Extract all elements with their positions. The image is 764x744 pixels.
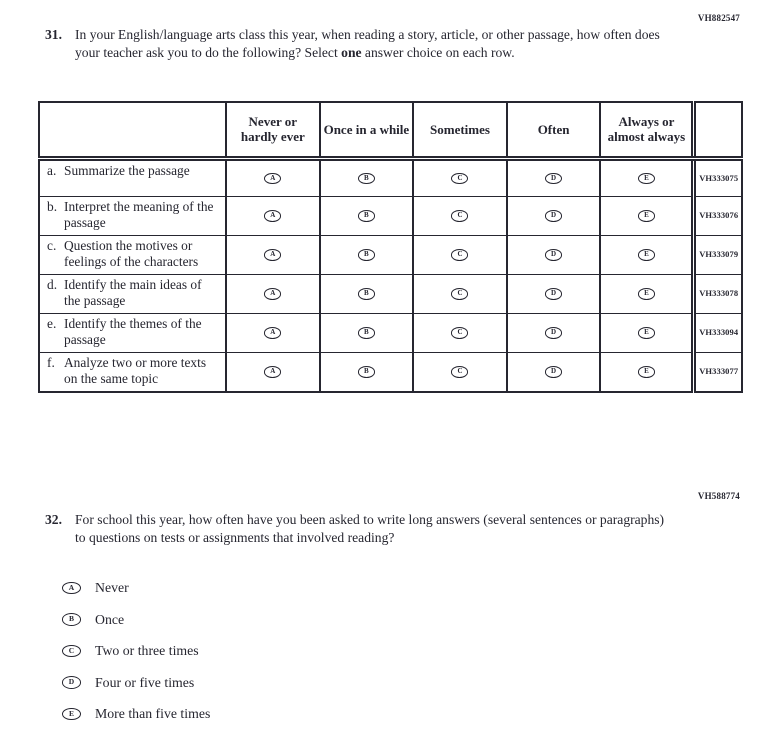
table-row xyxy=(39,158,742,196)
table-row xyxy=(39,352,742,392)
row-item-text: Summarize the passage xyxy=(64,162,190,178)
answer-bubble-a[interactable]: A xyxy=(264,288,281,300)
answer-bubble-b[interactable]: B xyxy=(358,173,375,185)
question-32-options xyxy=(62,578,210,736)
answer-cell xyxy=(507,352,601,392)
row-item-label xyxy=(39,352,226,392)
header-code-column xyxy=(694,102,742,158)
answer-cell xyxy=(507,313,601,352)
option-label: More than five times xyxy=(95,706,211,721)
answer-cell xyxy=(507,196,601,235)
column-header: Once in a while xyxy=(320,102,414,158)
option-label: Four or five times xyxy=(95,674,195,690)
answer-bubble-c[interactable]: C xyxy=(451,366,468,378)
row-accession-code: VH333079 xyxy=(694,235,742,274)
answer-cell xyxy=(226,235,320,274)
question-31-matrix xyxy=(38,101,743,393)
answer-cell xyxy=(413,352,507,392)
answer-cell xyxy=(600,196,694,235)
row-item-prefix: c. xyxy=(47,237,57,253)
answer-bubble-b[interactable]: B xyxy=(358,288,375,300)
option-item xyxy=(62,641,210,661)
bold-word: one xyxy=(341,44,362,60)
column-header: Always or almost always xyxy=(600,102,694,158)
row-item-text: Interpret the meaning of the passage xyxy=(64,198,214,230)
table-row xyxy=(39,313,742,352)
answer-cell xyxy=(600,352,694,392)
question-31-number: 31. xyxy=(45,27,62,42)
answer-cell xyxy=(320,274,414,313)
question-32-accession-code: VH588774 xyxy=(697,491,740,501)
option-item xyxy=(62,610,210,630)
answer-cell xyxy=(413,274,507,313)
question-32-number: 32. xyxy=(45,512,62,527)
row-accession-code: VH333076 xyxy=(694,196,742,235)
answer-bubble-e[interactable]: E xyxy=(638,249,655,261)
row-accession-code: VH333077 xyxy=(694,352,742,392)
row-item-text: Identify the themes of the passage xyxy=(64,315,202,347)
row-item-prefix: d. xyxy=(47,276,58,292)
row-item-prefix: e. xyxy=(47,315,57,331)
answer-bubble-d[interactable]: D xyxy=(545,366,562,378)
answer-cell xyxy=(226,196,320,235)
frequency-matrix-table xyxy=(38,101,743,393)
matrix-header-row xyxy=(39,102,742,158)
row-item-text: Identify the main ideas of the passage xyxy=(64,276,202,308)
answer-bubble-a[interactable]: A xyxy=(62,582,81,595)
answer-cell xyxy=(413,196,507,235)
answer-bubble-c[interactable]: C xyxy=(451,288,468,300)
answer-cell xyxy=(413,235,507,274)
answer-bubble-a[interactable]: A xyxy=(264,173,281,185)
answer-bubble-a[interactable]: A xyxy=(264,210,281,222)
answer-bubble-d[interactable]: D xyxy=(545,288,562,300)
answer-bubble-d[interactable]: D xyxy=(62,676,81,689)
answer-cell xyxy=(600,158,694,196)
answer-cell xyxy=(320,196,414,235)
answer-bubble-d[interactable]: D xyxy=(545,327,562,339)
answer-bubble-a[interactable]: A xyxy=(264,327,281,339)
answer-bubble-e[interactable]: E xyxy=(62,708,81,721)
answer-bubble-d[interactable]: D xyxy=(545,249,562,261)
answer-cell xyxy=(226,274,320,313)
answer-cell xyxy=(226,313,320,352)
answer-cell xyxy=(600,274,694,313)
option-label: Two or three times xyxy=(95,643,199,658)
answer-cell xyxy=(600,313,694,352)
question-32 xyxy=(45,511,667,546)
table-row xyxy=(39,196,742,235)
row-item-label xyxy=(39,274,226,313)
answer-cell xyxy=(413,158,507,196)
row-item-prefix: f. xyxy=(47,354,55,370)
column-header: Often xyxy=(507,102,601,158)
answer-cell xyxy=(507,235,601,274)
row-item-text: Question the motives or feelings of the characters xyxy=(64,237,199,269)
header-item-column xyxy=(39,102,226,158)
answer-cell xyxy=(226,352,320,392)
answer-bubble-b[interactable]: B xyxy=(358,327,375,339)
answer-bubble-e[interactable]: E xyxy=(638,327,655,339)
question-32-text: For school this year, how often have you been asked to write long answers (several sentences or paragraphs) to questions on tests or assignments that involved reading? xyxy=(75,512,665,545)
answer-cell xyxy=(320,313,414,352)
question-31-text: In your English/language arts class this year, when reading a story, article, or other passage, how often does your teacher ask you to do the following? Select one answer choice on each row. xyxy=(75,27,660,60)
row-item-prefix: a. xyxy=(47,162,57,178)
answer-bubble-d[interactable]: D xyxy=(545,210,562,222)
answer-bubble-e[interactable]: E xyxy=(638,366,655,378)
answer-bubble-c[interactable]: C xyxy=(451,249,468,261)
answer-bubble-e[interactable]: E xyxy=(638,210,655,222)
row-item-label xyxy=(39,196,226,235)
answer-bubble-c[interactable]: C xyxy=(451,210,468,222)
table-row xyxy=(39,235,742,274)
matrix-body xyxy=(39,158,742,392)
answer-bubble-e[interactable]: E xyxy=(638,288,655,300)
question-31 xyxy=(45,26,667,61)
answer-bubble-a[interactable]: A xyxy=(264,366,281,378)
answer-cell xyxy=(226,158,320,196)
answer-bubble-d[interactable]: D xyxy=(545,173,562,185)
table-row xyxy=(39,274,742,313)
option-label: Once xyxy=(95,611,125,627)
answer-cell xyxy=(320,352,414,392)
option-item xyxy=(62,704,210,724)
answer-bubble-c[interactable]: C xyxy=(62,645,81,658)
answer-bubble-b[interactable]: B xyxy=(358,249,375,261)
answer-cell xyxy=(600,235,694,274)
row-item-prefix: b. xyxy=(47,198,58,214)
row-item-label xyxy=(39,235,226,274)
option-label: Never xyxy=(95,580,129,595)
answer-cell xyxy=(507,274,601,313)
answer-bubble-b[interactable]: B xyxy=(358,366,375,378)
option-item xyxy=(62,673,210,693)
answer-bubble-c[interactable]: C xyxy=(451,173,468,185)
column-header: Sometimes xyxy=(413,102,507,158)
row-item-label xyxy=(39,158,226,196)
answer-cell xyxy=(320,158,414,196)
row-item-text: Analyze two or more texts on the same topic xyxy=(64,354,207,386)
row-accession-code: VH333075 xyxy=(694,158,742,196)
answer-bubble-e[interactable]: E xyxy=(638,173,655,185)
column-header: Never or hardly ever xyxy=(226,102,320,158)
answer-bubble-b[interactable]: B xyxy=(358,210,375,222)
answer-cell xyxy=(413,313,507,352)
answer-bubble-c[interactable]: C xyxy=(451,327,468,339)
row-item-label xyxy=(39,313,226,352)
option-item xyxy=(62,578,210,598)
answer-bubble-a[interactable]: A xyxy=(264,249,281,261)
answer-cell xyxy=(507,158,601,196)
answer-cell xyxy=(320,235,414,274)
row-accession-code: VH333078 xyxy=(694,274,742,313)
question-31-accession-code: VH882547 xyxy=(697,13,740,23)
answer-bubble-b[interactable]: B xyxy=(62,613,81,626)
row-accession-code: VH333094 xyxy=(694,313,742,352)
